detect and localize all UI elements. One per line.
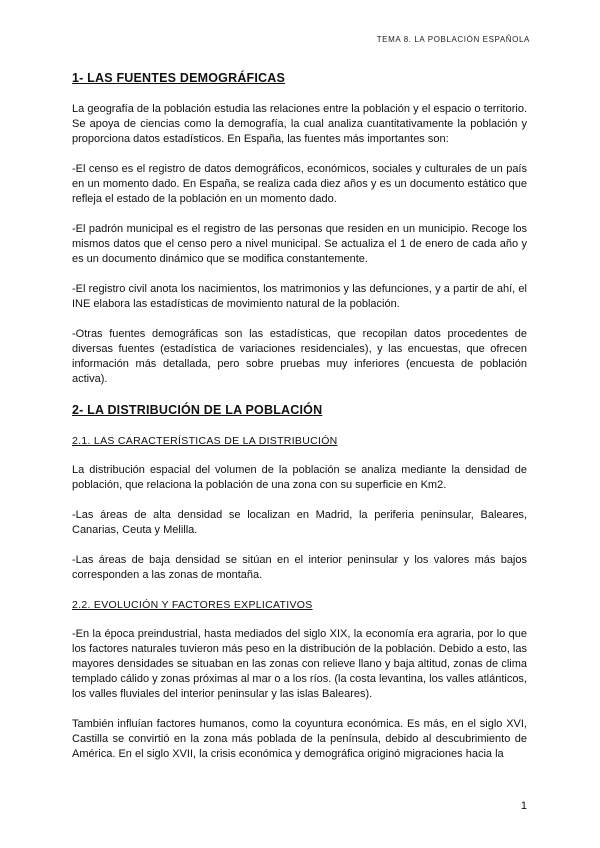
paragraph: También influían factores humanos, como la coyuntura económica. Es más, en el siglo XVI, Castilla se convirtió en la zona más poblada de la península, debido al descubrimiento de América. En el siglo XVII, la crisis económica y demográfica originó migraciones hacia la bbox=[72, 718, 527, 760]
paragraph: -Otras fuentes demográficas son las estadísticas, que recopilan datos procedentes de diversas fuentes (estadística de variaciones residenciales), y las encuestas, que ofrecen información más detallada, pero sobre pruebas muy inferiores (encuesta de población activa). bbox=[72, 328, 527, 385]
paragraph: -El censo es el registro de datos demográficos, económicos, sociales y culturales de un país en un momento dado. En España, se realiza cada diez años y es un documento estático que refleja el estado de la población en un momento dado. bbox=[72, 163, 527, 205]
paragraph: -En la época preindustrial, hasta mediados del siglo XIX, la economía era agraria, por lo que los factores naturales tuvieron más peso en la distribución de la población. Debido a esto, las mayores densidades se situaban en las zonas con relieve llano y baja altitud, zonas de clima templado cálido y zonas próximas al mar o a los ríos. (la costa levantina, los valles atlánticos, los valles fluviales del interior peninsular y las islas Baleares). bbox=[72, 628, 527, 700]
section-heading-distribucion: 2- LA DISTRIBUCIÓN DE LA POBLACIÓN bbox=[72, 403, 323, 417]
subsection-heading-caracteristicas: 2.1. LAS CARACTERÍSTICAS DE LA DISTRIBUCIÓN bbox=[72, 435, 338, 447]
paragraph: -Las áreas de alta densidad se localizan en Madrid, la periferia peninsular, Baleares, Canarias, Ceuta y Melilla. bbox=[72, 509, 527, 536]
section-heading-fuentes: 1- LAS FUENTES DEMOGRÁFICAS bbox=[72, 71, 286, 85]
page-number: 1 bbox=[520, 800, 527, 812]
paragraph: La distribución espacial del volumen de la población se analiza mediante la densidad de población, que relaciona la población de una zona con su superficie en Km2. bbox=[72, 464, 527, 491]
running-header: TEMA 8. LA POBLACIÓN ESPAÑOLA bbox=[376, 35, 530, 44]
paragraph: -Las áreas de baja densidad se sitúan en el interior peninsular y los valores más bajos corresponden a las zonas de montaña. bbox=[72, 554, 527, 581]
paragraph: -El padrón municipal es el registro de las personas que residen en un municipio. Recoge los mismos datos que el censo pero a nivel municipal. Se actualiza el 1 de enero de cada año y es un documento dinámico que se modifica constantemente. bbox=[72, 223, 527, 265]
paragraph: La geografía de la población estudia las relaciones entre la población y el espacio o territorio. Se apoya de ciencias como la demografía, la cual analiza cuantitativamente la población y proporciona datos estadísticos. En España, las fuentes más importantes son: bbox=[72, 103, 527, 145]
paragraph: -El registro civil anota los nacimientos, los matrimonios y las defunciones, y a partir de ahí, el INE elabora las estadísticas de movimiento natural de la población. bbox=[72, 283, 527, 310]
document-body bbox=[72, 70, 527, 762]
subsection-heading-evolucion: 2.2. EVOLUCIÓN Y FACTORES EXPLICATIVOS bbox=[72, 599, 313, 611]
